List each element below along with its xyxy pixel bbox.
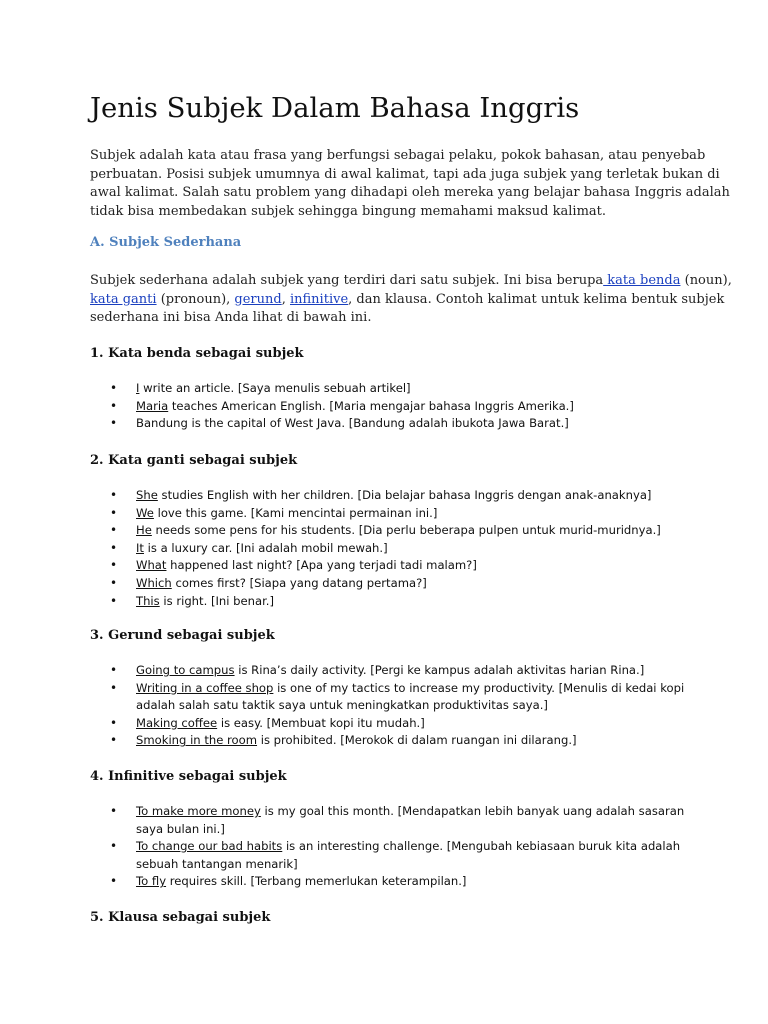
subject-text: What: [136, 558, 167, 573]
bullet-icon: •: [110, 680, 118, 695]
section-heading-kata-ganti: 2. Kata ganti sebagai subjek: [90, 453, 298, 468]
list-item: [110, 715, 684, 733]
list-item: [110, 680, 684, 715]
bullet-icon: •: [110, 558, 118, 573]
sentence-text: requires skill. [Terbang memerlukan keterampilan.]: [166, 874, 467, 889]
bullet-icon: •: [110, 523, 118, 538]
intro-line: awal kalimat. Salah satu problem yang dihadapi oleh mereka yang belajar bahasa Inggris adalah: [90, 185, 730, 200]
text: Subjek sederhana adalah subjek yang terdiri dari satu subjek. Ini bisa berupa: [90, 273, 604, 288]
bullet-icon: •: [110, 398, 118, 413]
sentence-text: is prohibited. [Merokok di dalam ruangan ini dilarang.]: [257, 733, 577, 748]
subject-text: Writing in a coffee shop: [136, 680, 274, 695]
list-kata-ganti: [110, 487, 661, 610]
subject-text: Maria: [136, 398, 169, 413]
subject-text: We: [136, 505, 154, 520]
text: (noun),: [680, 273, 732, 288]
section-heading-kata-benda: 1. Kata benda sebagai subjek: [90, 346, 304, 361]
sentence-text: comes first? [Siapa yang datang pertama?]: [171, 575, 427, 590]
list-item: [110, 732, 684, 750]
bullet-icon: •: [110, 733, 118, 748]
bullet-icon: •: [110, 663, 118, 677]
sentence-text: Bandung is the capital of West Java. [Bandung adalah ibukota Jawa Barat.]: [136, 416, 569, 431]
bullet-icon: •: [110, 839, 118, 854]
bullet-icon: •: [110, 575, 118, 590]
list-item: [110, 838, 684, 873]
subject-text: He: [136, 523, 152, 538]
page-title: Jenis Subjek Dalam Bahasa Inggris: [90, 92, 580, 124]
text: ,: [281, 291, 290, 307]
subject-text: Going to campus: [136, 663, 235, 677]
bullet-icon: •: [110, 488, 118, 502]
subject-text: I: [136, 381, 140, 395]
sentence-text: is an interesting challenge. [Mengubah kebiasaan buruk kita adalah: [282, 839, 681, 854]
paragraph-line: [90, 291, 725, 310]
list-item: [110, 873, 684, 891]
bullet-icon: •: [110, 874, 118, 889]
list-item: [110, 487, 661, 505]
sentence-text: happened last night? [Apa yang terjadi tadi malam?]: [166, 558, 477, 573]
section-heading-infinitive: 4. Infinitive sebagai subjek: [90, 769, 287, 784]
paragraph-line: sederhana ini bisa Anda lihat di bawah ini.: [90, 310, 372, 325]
text: (pronoun),: [156, 291, 235, 307]
sentence-text: is Rina’s daily activity. [Pergi ke kampus adalah aktivitas harian Rina.]: [234, 663, 645, 677]
sentence-text: studies English with her children. [Dia belajar bahasa Inggris dengan anak-anaknya]: [157, 488, 652, 502]
subject-text: Making coffee: [136, 715, 218, 730]
sentence-text: is right. [Ini benar.]: [159, 593, 274, 608]
link-infinitive[interactable]: infinitive: [289, 291, 349, 307]
sentence-continuation: adalah salah satu taktik saya untuk meningkatkan produktivitas saya.]: [136, 698, 548, 713]
list-gerund: [110, 662, 684, 750]
sentence-text: is one of my tactics to increase my productivity. [Menulis di kedai kopi: [273, 680, 685, 695]
list-item: [110, 522, 661, 540]
paragraph-line: [90, 272, 732, 291]
sentence-continuation: sebuah tantangan menarik]: [136, 856, 298, 871]
subject-text: To change our bad habits: [136, 839, 283, 854]
list-infinitive: [110, 803, 684, 891]
subject-text: Smoking in the room: [136, 733, 258, 748]
intro-paragraph: [90, 147, 730, 221]
sentence-text: write an article. [Saya menulis sebuah artikel]: [139, 381, 411, 395]
subheading-subjek-sederhana: A. Subjek Sederhana: [90, 235, 242, 250]
simple-subject-paragraph: [90, 272, 732, 328]
intro-line: perbuatan. Posisi subjek umumnya di awal kalimat, tapi ada juga subjek yang terletak bukan di: [90, 166, 720, 182]
sentence-text: is a luxury car. [Ini adalah mobil mewah.]: [143, 540, 388, 555]
sentence-text: is my goal this month. [Mendapatkan lebih banyak uang adalah sasaran: [260, 804, 685, 818]
list-item: [110, 803, 684, 838]
subject-text: This: [136, 593, 160, 608]
list-item: [110, 415, 574, 433]
list-item: [110, 593, 661, 611]
sentence-text: love this game. [Kami mencintai permainan ini.]: [153, 505, 438, 520]
section-heading-klausa: 5. Klausa sebagai subjek: [90, 910, 271, 925]
intro-line: tidak bisa membedakan subjek sehingga bingung memahami maksud kalimat.: [90, 203, 607, 219]
sentence-text: needs some pens for his students. [Dia perlu beberapa pulpen untuk murid-muridnya.]: [151, 523, 661, 538]
list-item: [110, 398, 574, 416]
list-item: [110, 575, 661, 593]
sentence-text: is easy. [Membuat kopi itu mudah.]: [217, 715, 425, 730]
bullet-icon: •: [110, 416, 118, 431]
sentence-text: teaches American English. [Maria mengajar bahasa Inggris Amerika.]: [168, 398, 574, 413]
bullet-icon: •: [110, 505, 118, 520]
bullet-icon: •: [110, 593, 118, 608]
subject-text: Which: [136, 575, 172, 590]
bullet-icon: •: [110, 381, 118, 395]
bullet-icon: •: [110, 804, 118, 818]
sentence-continuation: saya bulan ini.]: [136, 821, 225, 836]
subject-text: To make more money: [136, 804, 261, 818]
intro-line: Subjek adalah kata atau frasa yang berfungsi sebagai pelaku, pokok bahasan, atau penyebab: [90, 148, 706, 163]
link-kata-ganti[interactable]: kata ganti: [90, 291, 157, 307]
bullet-icon: •: [110, 540, 118, 555]
bullet-icon: •: [110, 715, 118, 730]
link-gerund[interactable]: gerund: [234, 291, 282, 307]
subject-text: She: [136, 488, 158, 502]
list-item: [110, 662, 684, 680]
list-item: [110, 380, 574, 398]
subject-text: To fly: [136, 874, 167, 889]
list-item: [110, 540, 661, 558]
section-heading-gerund: 3. Gerund sebagai subjek: [90, 628, 275, 643]
list-item: [110, 505, 661, 523]
list-item: [110, 557, 661, 575]
text: , dan klausa. Contoh kalimat untuk kelima bentuk subjek: [348, 291, 725, 307]
link-kata-benda[interactable]: kata benda: [603, 273, 681, 288]
list-kata-benda: [110, 380, 574, 433]
subject-text: It: [136, 540, 144, 555]
